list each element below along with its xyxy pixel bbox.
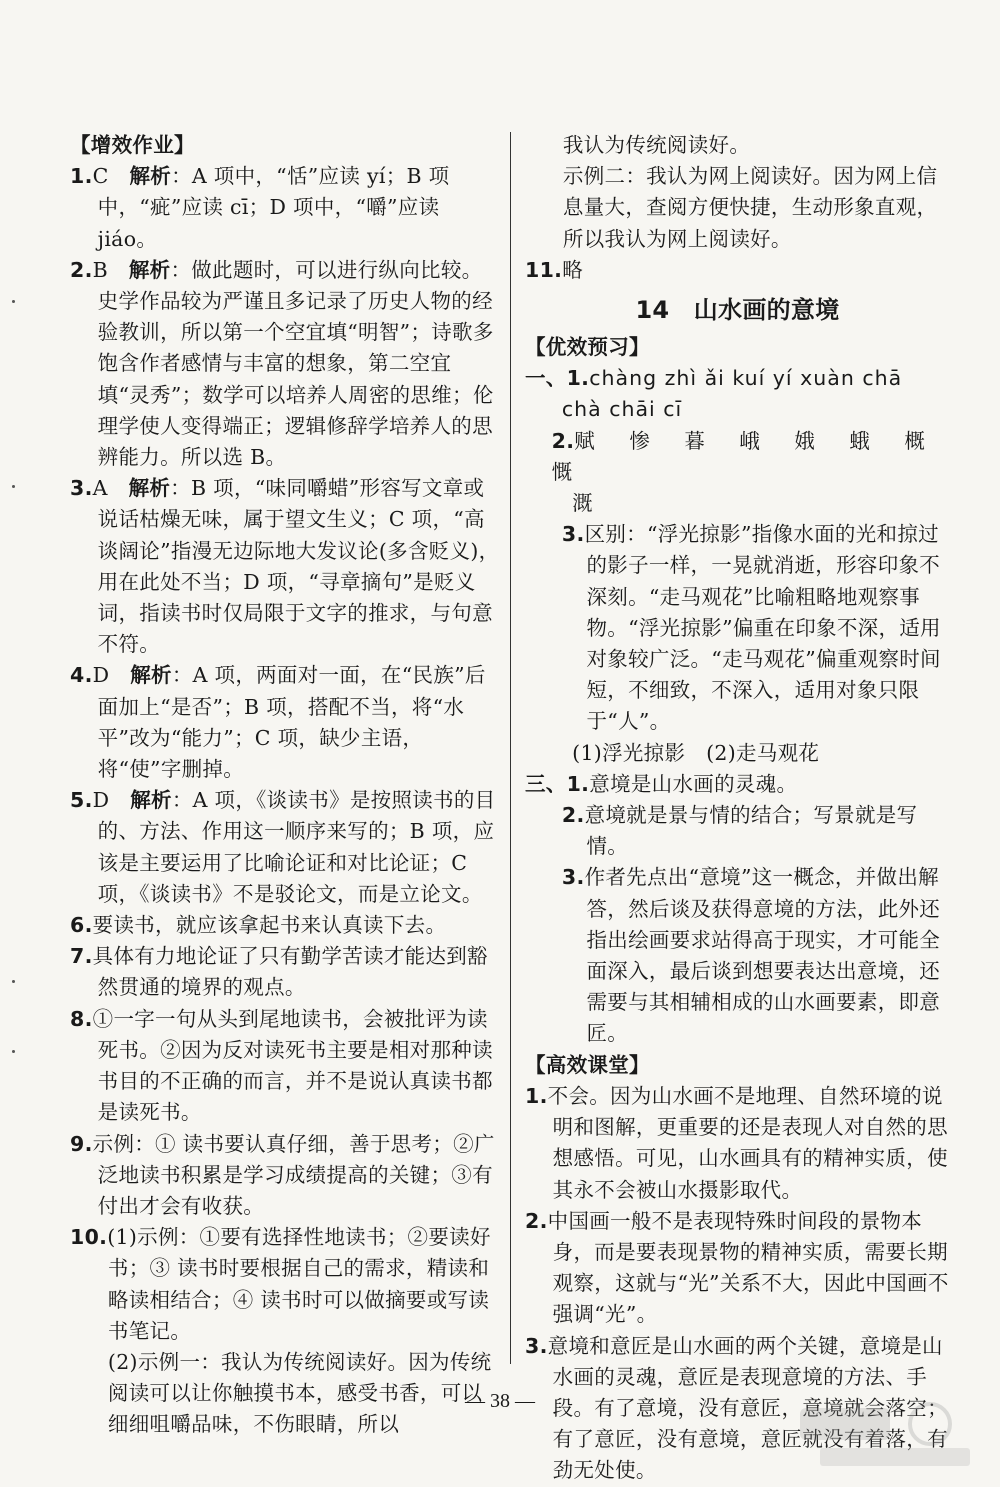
analysis-label: 解析 [128, 476, 171, 501]
item-body: 要读书，就应该拿起书来认真读下去。 [92, 913, 447, 938]
item-number: 3. [561, 522, 585, 547]
item-body: 略 [562, 257, 584, 282]
item-body: 意境和意匠是山水画的两个关键，意境是山水画的灵魂，意匠是表现意境的方法、手段。有了意境，没有意匠，意境就会落空；有了意匠，没有意境，意匠就没有着落，有劲无处使。 [547, 1333, 948, 1483]
item-body: 具体有力地论证了只有勤学苦读才能达到豁然贯通的境界的观点。 [92, 944, 488, 1000]
item-number: 5. [70, 788, 93, 813]
answer-item-11 [525, 255, 950, 286]
item-number: 9. [70, 1131, 93, 1156]
item-number: 1. [525, 1083, 548, 1108]
answer-item-8 [70, 1004, 500, 1129]
item-body: (1)示例：①要有选择性地读书；②要读好书；③ 读书时要根据自己的需求，精读和略读相结合；④ 读书时可以做摘要或写读书笔记。 [107, 1225, 491, 1343]
preview-item-3-fill: (1)浮光掠影 (2)走马观花 [572, 740, 820, 765]
preview-item-3 [525, 519, 950, 737]
item-number: 3. [525, 1333, 548, 1358]
item-body: ①一字一句从头到尾地读书，会被批评为读死书。②因为反对读死书主要是相对那种读书目的不正确的而言，并不是说认真读书都是读死书。 [92, 1006, 493, 1125]
answer-item-3 [70, 473, 500, 660]
item-number: 6. [70, 913, 93, 938]
analysis-label: 解析 [130, 788, 172, 813]
left-column [70, 130, 500, 1441]
item-choice: D [92, 663, 131, 688]
margin-speck [12, 485, 15, 488]
item-number: 2. [70, 257, 93, 282]
item-number: 11. [525, 257, 563, 282]
item-choice: B [92, 257, 129, 282]
item-number: 三、1. [525, 771, 590, 796]
pinyin-line: chà chāi cī [561, 397, 683, 422]
item-number: 10. [70, 1225, 108, 1250]
item-choice: C [92, 164, 130, 189]
pinyin-line: chàng zhì ǎi kuí yí xuàn chā [589, 366, 903, 391]
class-item-1 [525, 1081, 950, 1206]
item-body: 不会。因为山水画不是地理、自然环境的说明和图解，更重要的还是表现人对自然的思想感悟。可见，山水画具有的精神实质，使其永不会被山水摄影取代。 [547, 1083, 948, 1202]
analysis-label: 解析 [129, 164, 172, 189]
preview-item-2-line2: 溉 [572, 491, 593, 516]
section-heading-youxiao: 【优效预习】 [525, 335, 650, 360]
item-number: 1. [70, 164, 93, 189]
preview-item-1 [525, 363, 950, 394]
answer-item-7 [70, 941, 500, 1003]
answer-item-10 [70, 1222, 500, 1347]
answer-item-4 [70, 660, 500, 785]
answer-item-2 [70, 255, 500, 473]
item-number: 3. [70, 476, 93, 501]
item-body: 意境是山水画的灵魂。 [589, 771, 798, 796]
answer-item-5 [70, 785, 500, 910]
item-number: 一、1. [525, 366, 590, 391]
item-choice: A [92, 476, 129, 501]
item-body: ：A 项，《谈读书》是按照读书的目的、方法、作用这一顺序来写的；B 项，应该是主要运用了比喻论证和对比论证；C 项，《谈读书》不是驳论文，而是立论文。 [97, 788, 496, 906]
item-body: 示例：① 读书要认真仔细，善于思考；②广泛地读书积累是学习成绩提高的关键；③有付出才会有收获。 [92, 1131, 495, 1218]
analysis-label: 解析 [130, 663, 172, 688]
lesson-title: 14 山水画的意境 [635, 296, 840, 325]
item-body: 区别：“浮光掠影”指像水面的光和掠过的影子一样，一晃就消逝，形容印象不深刻。“走马观花”比喻粗略地观察事物。“浮光掠影”偏重在印象不深，适用对象较广泛。“走马观花”偏重观察时间短，不细致，不深入，适用对象只限于“人”。 [584, 522, 941, 734]
answer-item-10-continuation: 我认为传统阅读好。 [562, 133, 751, 157]
preview-part3-item-2 [525, 800, 950, 862]
answer-item-10-example2: 示例二：我认为网上阅读好。因为网上信息量大，查阅方便快捷，生动形象直观，所以我认为网上阅读好。 [562, 164, 938, 251]
preview-part3-item-1 [525, 769, 950, 800]
item-number: 2. [561, 803, 585, 828]
right-column [525, 130, 950, 1487]
item-number: 3. [561, 865, 585, 890]
item-choice: D [92, 788, 131, 813]
page-number: — 38 — [465, 1390, 535, 1412]
analysis-label: 解析 [128, 257, 171, 282]
section-heading-zengxiao: 【增效作业】 [70, 133, 195, 157]
answer-item-1 [70, 161, 500, 255]
answer-item-6 [70, 910, 500, 941]
section-heading-gaoxiao: 【高效课堂】 [525, 1052, 650, 1077]
item-body: ：A 项中，“恬”应读 yí；B 项中，“疵”应读 cī；D 项中，“嚼”应读 jiáo。 [97, 164, 450, 251]
character-list: 赋 惨 暮 峨 娥 蛾 概 慨 [551, 428, 939, 484]
preview-item-1-line2 [525, 394, 950, 425]
column-divider [510, 132, 511, 1364]
item-body: ：A 项，两面对一面，在“民族”后面加上“是否”；B 项，搭配不当，将“水平”改为“能力”；C 项，缺少主语，将“使”字删掉。 [97, 663, 486, 782]
item-number: 4. [70, 663, 93, 688]
preview-item-2 [525, 426, 950, 488]
item-body: 作者先点出“意境”这一概念，并做出解答，然后谈及获得意境的方法，此外还指出绘画要求站得高于现实，才可能全面深入，最后谈到想要表达出意境，还需要与其相辅相成的山水画要素，即意匠。 [584, 865, 941, 1046]
item-body: 中国画一般不是表现特殊时间段的景物本身，而是要表现景物的精神实质，需要长期观察，这就与“光”关系不大，因此中国画不强调“光”。 [547, 1208, 949, 1327]
item-body: 意境就是景与情的结合；写景就是写情。 [584, 803, 918, 859]
item-number: 2. [525, 1208, 548, 1233]
watermark-logo [780, 1400, 980, 1470]
item-number: 8. [70, 1006, 93, 1031]
answer-item-10-part2: (2)示例一：我认为传统阅读好。因为传统阅读可以让你触摸书本，感受书香，可以细细咀嚼品味，不伤眼睛，所以 [107, 1349, 492, 1437]
answer-item-9 [70, 1129, 500, 1223]
item-body: ：B 项，“味同嚼蜡”形容写文章或说话枯燥无味，属于望文生义；C 项，“高谈阔论”指漫无边际地大发议论(多含贬义)，用在此处不当；D 项，“寻章摘句”是贬义词，指读书时仅局限于文字的推求，与句意不符。 [97, 476, 500, 657]
class-item-2 [525, 1206, 950, 1331]
margin-speck [12, 1050, 15, 1053]
item-number: 2. [551, 428, 575, 453]
item-body: ：做此题时，可以进行纵向比较。史学作品较为严谨且多记录了历史人物的经验教训，所以第一个空宜填“明智”；诗歌多饱含作者感情与丰富的想象，第二空宜填“灵秀”；数学可以培养人周密的思维；伦理学使人变得端正；逻辑修辞学培养人的思辨能力。所以选 B。 [97, 257, 494, 470]
item-number: 7. [70, 944, 93, 969]
preview-part3-item-3 [525, 862, 950, 1049]
margin-speck [12, 300, 15, 303]
margin-speck [12, 980, 15, 983]
